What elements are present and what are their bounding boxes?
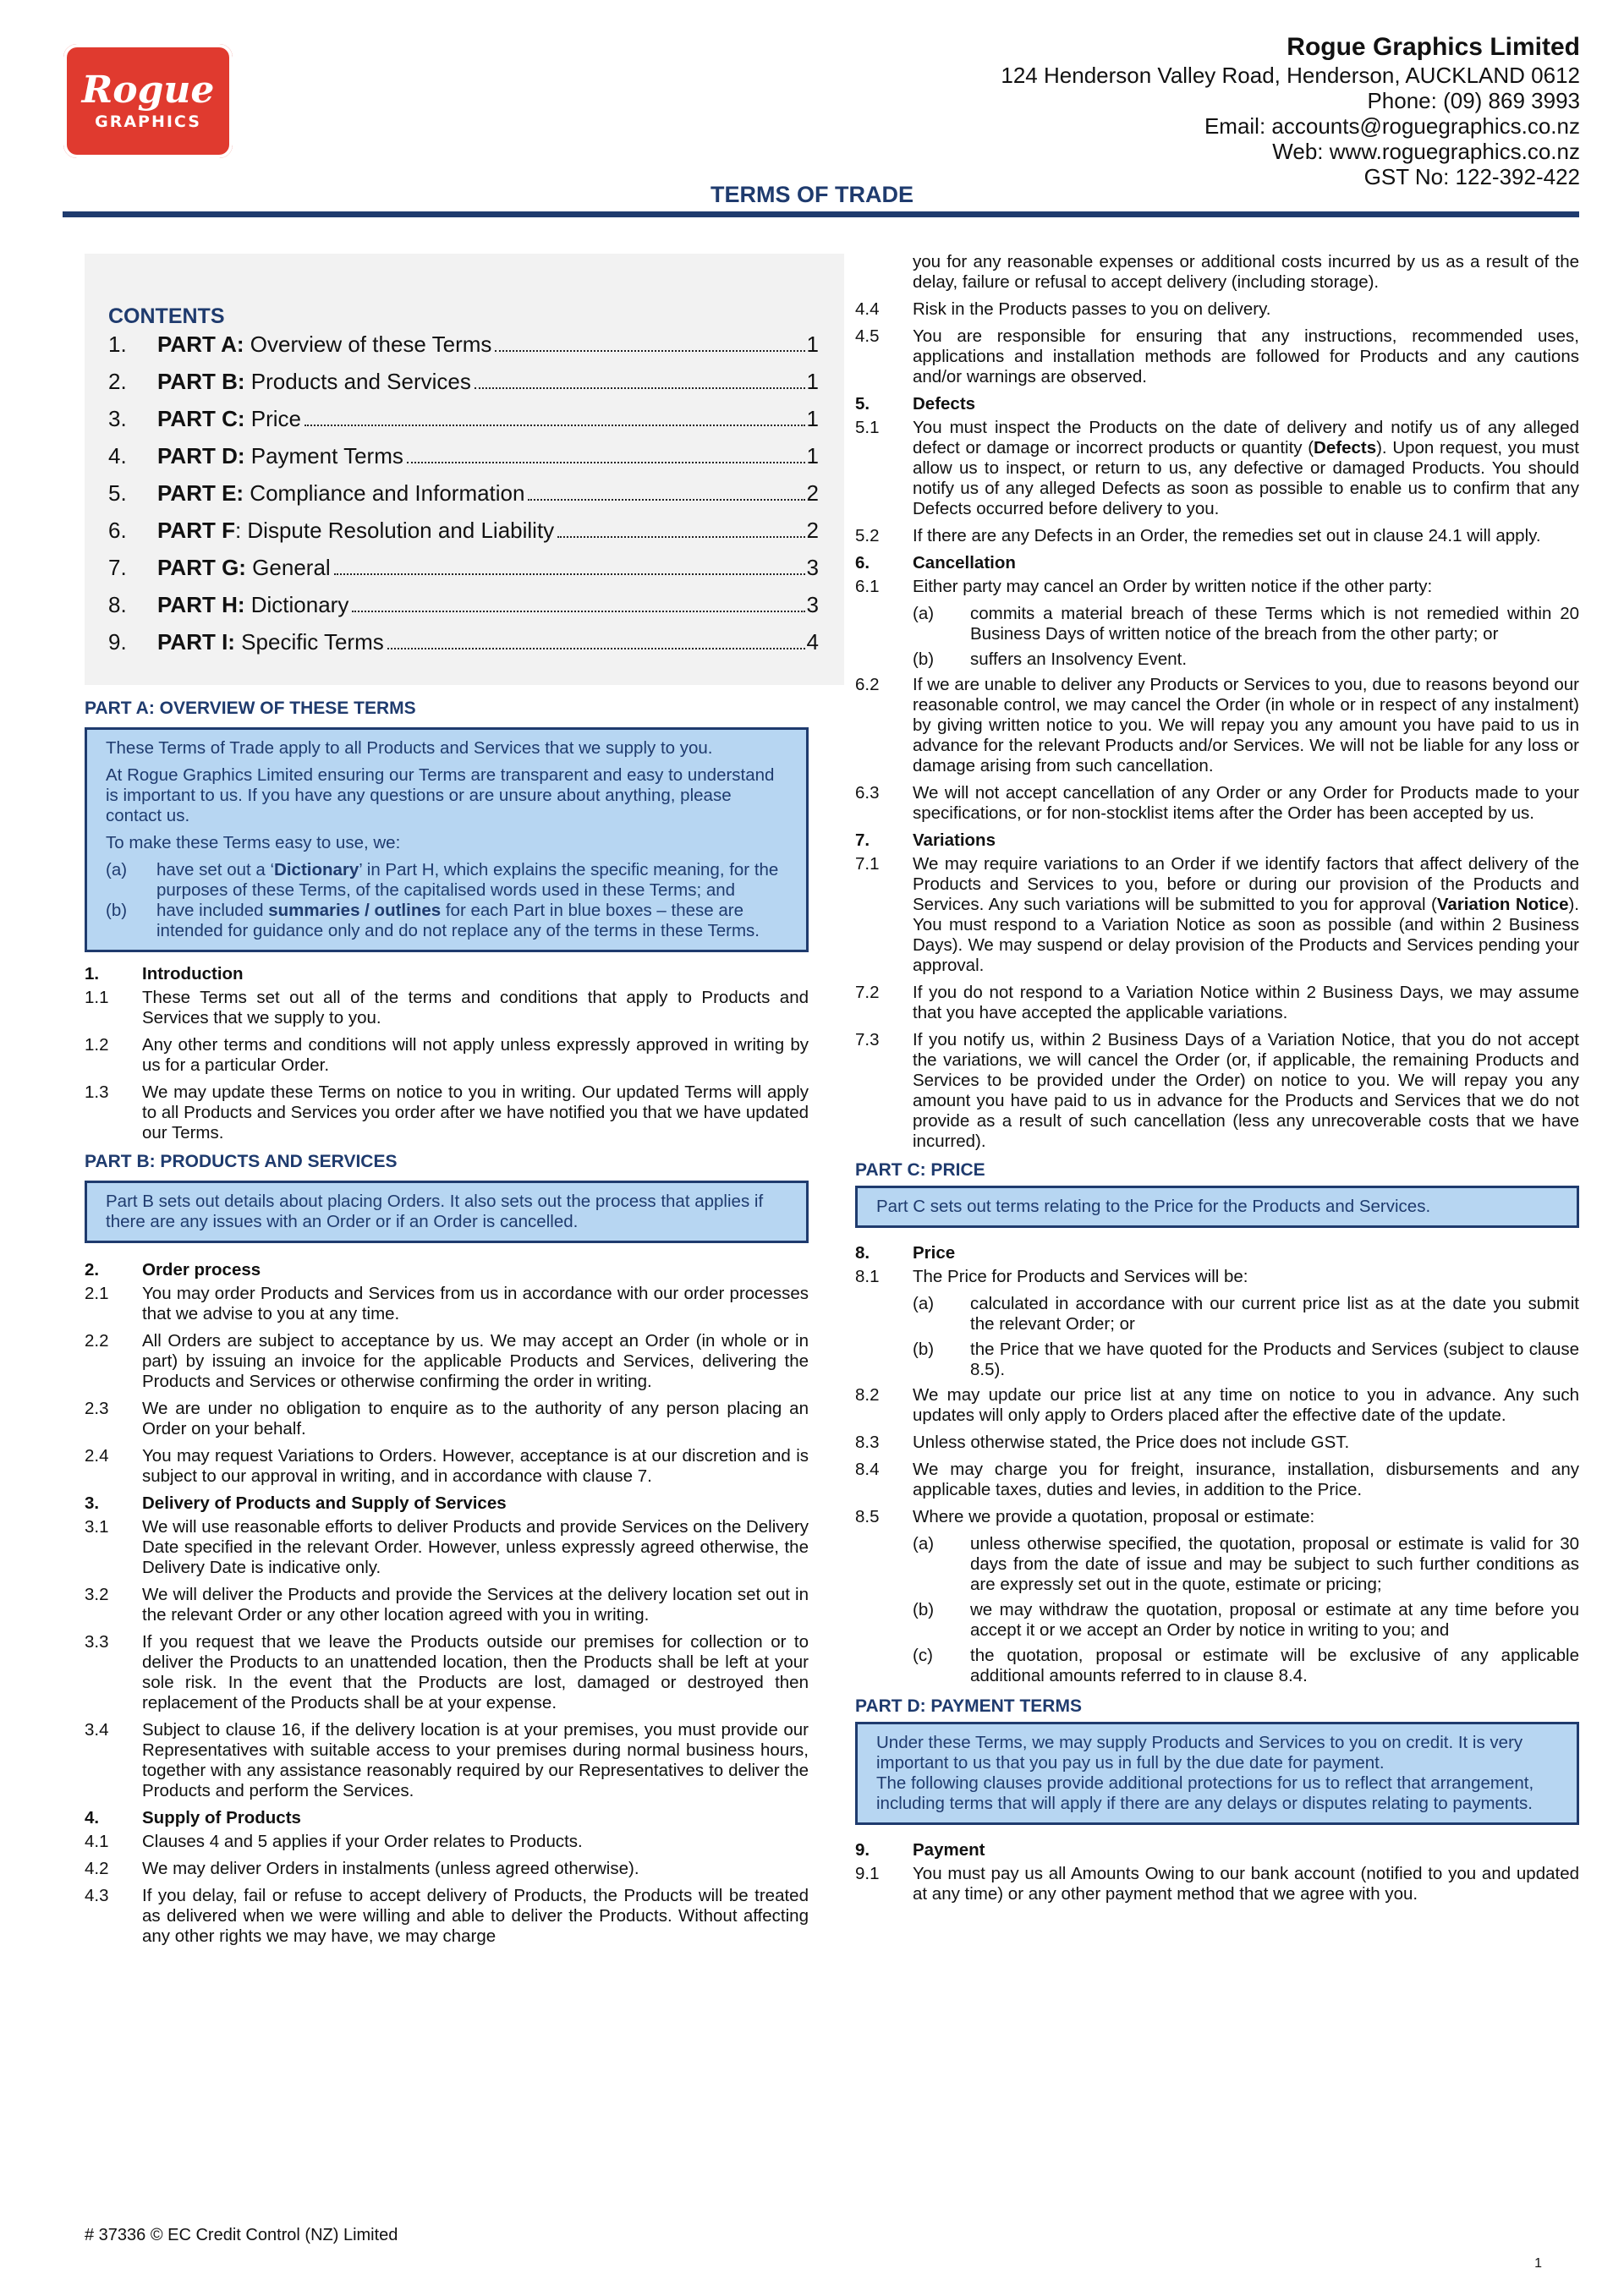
clause: 4.1 Clauses 4 and 5 applies if your Order relates to Products.: [85, 1832, 583, 1851]
toc-part: PART E:: [157, 480, 244, 506]
clause: 7.2 If you do not respond to a Variation Notice within 2 Business Days, we may assume that you have accepted the applicable variations.: [855, 983, 1579, 1022]
toc-number: 7.: [108, 555, 127, 580]
left-column: [85, 699, 809, 1954]
toc-leader: [387, 648, 805, 649]
toc-number: 8.: [108, 592, 127, 617]
clause: 6.2 If we are unable to deliver any Products or Services to you, due to reasons beyond our reasonable control, we may cancel the Order (in whole or in respect of any instalment) by giving written notice to you. We will repay you any amount you have paid to us in advance for the relevant Products and/or Services. We will not be liable for any loss or damage arising from such cancellation.: [855, 675, 1579, 775]
toc-number: 3.: [108, 406, 127, 431]
toc-item[interactable]: [108, 369, 819, 406]
toc-item[interactable]: [108, 518, 819, 555]
toc-page: 3: [806, 555, 819, 580]
defined-term: summaries / outlines: [268, 901, 442, 920]
clause: 2.1 You may order Products and Services from us in accordance with our order processes that we advise to you at any time.: [85, 1284, 809, 1323]
summary-text: Under these Terms, we may supply Products and Services to you on credit. It is very important to us that you pay us in full by the due date for payment.: [876, 1733, 1523, 1773]
clause: 4.2 We may deliver Orders in instalments (unless agreed otherwise).: [85, 1859, 639, 1878]
defined-term: Dictionary: [274, 860, 359, 879]
toc-part: PART H:: [157, 592, 245, 617]
toc-number: 5.: [108, 480, 127, 506]
company-logo: [63, 44, 233, 158]
company-gst: GST No: 122-392-422: [1363, 164, 1580, 189]
toc-title: Compliance and Information: [244, 480, 525, 506]
summary-text: The following clauses provide additional protections for us to reflect that arrangement, including terms that will apply if there are any delays or disputes relating to payments.: [876, 1773, 1534, 1813]
sub-clause: (c) the quotation, proposal or estimate will be exclusive of any applicable additional amounts referred to in clause 8.4.: [913, 1646, 1579, 1685]
clause: 8.2 We may update our price list at any time on notice to you in advance. Any such updates will only apply to Orders placed after the effective date of the update.: [855, 1385, 1579, 1425]
clause: 8.1 The Price for Products and Services will be:: [855, 1267, 1248, 1286]
summary-text: These Terms of Trade apply to all Products and Services that we supply to you.: [106, 738, 713, 758]
toc-leader: [495, 350, 804, 352]
toc-part: PART I:: [157, 629, 235, 655]
clause: 3.4 Subject to clause 16, if the delivery location is at your premises, you must provide our Representatives with suitable access to your premises during normal business hours, together with any assistance reasonably required by our Representatives to deliver the Products and perform the Services.: [85, 1720, 809, 1800]
defined-term: Defects: [1314, 438, 1377, 458]
company-name: Rogue Graphics Limited: [1287, 33, 1580, 61]
part-c-heading: PART C: PRICE: [855, 1160, 985, 1180]
toc-page: 1: [806, 443, 819, 469]
toc-part: PART G:: [157, 555, 246, 580]
toc-title: : Dispute Resolution and Liability: [234, 518, 555, 543]
section-heading: 2. Order process: [85, 1260, 261, 1280]
toc-part: PART A:: [157, 332, 244, 357]
section-heading: 5. Defects: [855, 394, 976, 414]
clause: 1.2 Any other terms and conditions will not apply unless expressly approved in writing by us for a particular Order.: [85, 1035, 809, 1075]
toc-title: General: [245, 555, 331, 580]
section-heading: 7. Variations: [855, 830, 996, 850]
contents-panel: [85, 254, 844, 685]
clause: 2.4 You may request Variations to Orders. However, acceptance is at our discretion and is subject to our approval in writing, and in accordance with clause 7.: [85, 1446, 809, 1486]
clause: 7.1 We may require variations to an Order if we identify factors that affect delivery of the Products and Services to you, before or during our provision of the Products and Services. Any such variations will be submitted to you for approval (Variation Notice). You must respond to a Variation Notice as soon as possible (and within 2 Business Days). We may suspend or delay provision of the Products and Services pending your approval.: [855, 854, 1579, 975]
section-heading: 6. Cancellation: [855, 553, 1016, 573]
part-d-summary-box: [855, 1722, 1579, 1825]
section-heading: 8. Price: [855, 1243, 956, 1263]
section-heading: 4. Supply of Products: [85, 1808, 301, 1827]
logo-wordmark: Rogue: [81, 68, 215, 112]
clause: 4.3 If you delay, fail or refuse to accept delivery of Products, the Products will be treated as delivered when we were willing and able to deliver the Products. Without affecting any other rights we may have, we may charge: [85, 1886, 809, 1946]
toc-leader: [334, 573, 805, 575]
right-column: [855, 252, 1579, 1911]
toc-page: 1: [806, 369, 819, 394]
clause: 1.3 We may update these Terms on notice to you in writing. Our updated Terms will apply to all Products and Services you order after we have notified you that we have updated our Terms.: [85, 1082, 809, 1143]
toc-title: Payment Terms: [244, 443, 403, 469]
toc-leader: [475, 387, 805, 389]
toc-part: PART F: [157, 518, 235, 543]
defined-term: Variation Notice: [1436, 895, 1569, 914]
clause: 4.5 You are responsible for ensuring that any instructions, recommended uses, applications and installation methods are followed for Products and any cautions and/or warnings are observed.: [855, 326, 1579, 386]
toc-leader: [407, 462, 805, 463]
toc-item[interactable]: [108, 592, 819, 629]
toc-number: 4.: [108, 443, 127, 469]
part-a-summary-box: [85, 727, 809, 952]
clause: 4.4 Risk in the Products passes to you on delivery.: [855, 299, 1271, 319]
toc-item[interactable]: [108, 406, 819, 443]
toc-title: Dictionary: [244, 592, 349, 617]
toc-title: Specific Terms: [234, 629, 384, 655]
toc-leader: [352, 611, 804, 612]
header-divider: [63, 211, 1579, 217]
part-a-heading: PART A: OVERVIEW OF THESE TERMS: [85, 699, 416, 718]
clause: 8.4 We may charge you for freight, insurance, installation, disbursements and any applicable taxes, duties and levies, in addition to the Price.: [855, 1460, 1579, 1499]
logo-subtext: GRAPHICS: [95, 112, 201, 131]
company-web: Web: www.roguegraphics.co.nz: [1272, 139, 1580, 164]
summary-text: At Rogue Graphics Limited ensuring our Terms are transparent and easy to understand is important to us. If you have any questions or are unsure about anything, please contact us.: [106, 765, 775, 825]
sub-clause: (a) calculated in accordance with our current price list as at the date you submit the relevant Order; or: [913, 1294, 1579, 1334]
clause: 2.2 All Orders are subject to acceptance by us. We may accept an Order (in whole or in part) by issuing an invoice for the applicable Products and Services, delivering the Products and Services or otherwise confirming the order in writing.: [85, 1331, 809, 1391]
section-heading: 9. Payment: [855, 1840, 985, 1860]
toc-item[interactable]: [108, 555, 819, 592]
document-title: TERMS OF TRADE: [710, 182, 914, 207]
summary-text: Part B sets out details about placing Orders. It also sets out the process that applies if there are any issues with an Order or if an Order is cancelled.: [106, 1192, 764, 1231]
section-heading: 3. Delivery of Products and Supply of Services: [85, 1493, 507, 1513]
toc-page: 1: [806, 406, 819, 431]
clause: 5.2 If there are any Defects in an Order, the remedies set out in clause 24.1 will apply.: [855, 526, 1541, 545]
toc-item[interactable]: [108, 480, 819, 518]
company-email: Email: accounts@roguegraphics.co.nz: [1204, 113, 1580, 139]
clause: 6.1 Either party may cancel an Order by written notice if the other party:: [855, 577, 1433, 596]
clause: 3.3 If you request that we leave the Products outside our premises for collection or to deliver the Products to an unattended location, then the Products shall be left at your sole risk. In the event that the Products are lost, damaged or destroyed then replacement of the Products shall be at your expense.: [85, 1632, 809, 1712]
clause: 8.5 Where we provide a quotation, proposal or estimate:: [855, 1507, 1315, 1526]
clause: 3.2 We will deliver the Products and provide the Services at the delivery location set out in the relevant Order or any other location agreed with you in writing.: [85, 1585, 809, 1625]
company-address: 124 Henderson Valley Road, Henderson, AUCKLAND 0612: [1001, 63, 1580, 88]
page-number: 1: [1534, 2256, 1542, 2271]
toc-page: 1: [806, 332, 819, 357]
toc-title: Price: [244, 406, 301, 431]
clause-continuation: you for any reasonable expenses or additional costs incurred by us as a result of the delay, failure or refusal to accept delivery (including storage).: [913, 252, 1579, 292]
toc-leader: [304, 425, 805, 426]
section-heading: 1. Introduction: [85, 964, 244, 984]
clause: 8.3 Unless otherwise stated, the Price does not include GST.: [855, 1433, 1350, 1452]
clause: 6.3 We will not accept cancellation of any Order or any Order for Products made to your specifications, or for non-stocklist items after the Order has been accepted by us.: [855, 783, 1579, 823]
sub-clause: (b) the Price that we have quoted for the Products and Services (subject to clause 8.5).: [913, 1340, 1579, 1379]
part-c-summary-box: [855, 1186, 1579, 1228]
company-details: [1001, 32, 1580, 189]
toc-page: 3: [806, 592, 819, 617]
toc-item[interactable]: [108, 629, 819, 666]
summary-text: To make these Terms easy to use, we:: [106, 833, 401, 852]
toc-number: 6.: [108, 518, 127, 543]
toc-leader: [528, 499, 804, 501]
toc-page: 4: [806, 629, 819, 655]
toc-leader: [557, 536, 804, 538]
part-b-summary-box: [85, 1181, 809, 1243]
sub-clause: (a) unless otherwise specified, the quotation, proposal or estimate is valid for 30 days from the date of issue and may be subject to such further conditions as are expressly set out in the quote, estimate or pricing;: [913, 1534, 1579, 1594]
sub-clause: (a) commits a material breach of these Terms which is not remedied within 20 Business Days of written notice of the breach from the other party; or: [913, 604, 1579, 644]
clause: 1.1 These Terms set out all of the terms and conditions that apply to Products and Services that we supply to you.: [85, 988, 809, 1027]
clause: 9.1 You must pay us all Amounts Owing to our bank account (notified to you and updated at any time) or any other payment method that we agree with you.: [855, 1864, 1579, 1904]
toc-item[interactable]: [108, 443, 819, 480]
toc-part: PART B:: [157, 369, 245, 394]
toc-page: 2: [806, 518, 819, 543]
contents-heading: CONTENTS: [108, 304, 225, 328]
toc-number: 1.: [108, 332, 127, 357]
summary-list-item: (b) have included summaries / outlines for each Part in blue boxes – these are intended for guidance only and do not replace any of the terms in these Terms.: [106, 901, 760, 940]
toc-page: 2: [806, 480, 819, 506]
part-b-heading: PART B: PRODUCTS AND SERVICES: [85, 1152, 398, 1171]
toc-item[interactable]: [108, 332, 819, 369]
toc-number: 2.: [108, 369, 127, 394]
summary-text: Part C sets out terms relating to the Price for the Products and Services.: [876, 1197, 1431, 1216]
clause: 3.1 We will use reasonable efforts to deliver Products and provide Services on the Delivery Date specified in the relevant Order. However, unless expressly agreed otherwise, the Delivery Date is indicative only.: [85, 1517, 809, 1577]
toc-list: [108, 332, 819, 666]
toc-part: PART D:: [157, 443, 245, 469]
company-phone: Phone: (09) 869 3993: [1367, 88, 1580, 113]
sub-clause: (b) suffers an Insolvency Event.: [913, 649, 1188, 669]
clause: 7.3 If you notify us, within 2 Business Days of a Variation Notice, that you do not accept the variations, we will cancel the Order (or, if applicable, the remaining Products and Services to be provided under the Order) on notice to you. We will repay you any amount you have paid to us in advance for the Products and Services that we do not provide as a result of such cancellation (less any unrecoverable costs that we have incurred).: [855, 1030, 1579, 1151]
part-d-heading: PART D: PAYMENT TERMS: [855, 1696, 1082, 1716]
summary-list-item: (a) have set out a ‘Dictionary’ in Part H, which explains the specific meaning, for the purposes of these Terms, of the capitalised words used in these Terms; and: [106, 860, 779, 900]
footer-copyright: # 37336 © EC Credit Control (NZ) Limited: [85, 2226, 398, 2244]
toc-part: PART C:: [157, 406, 245, 431]
clause: 5.1 You must inspect the Products on the date of delivery and notify us of any alleged defect or damage or incorrect products or quantity (Defects). Upon request, you must allow us to inspect, or return to us, any defective or damaged Products. You should notify us of any alleged Defects as soon as possible to enable us to confirm that any Defects occurred before delivery to you.: [855, 418, 1579, 518]
toc-number: 9.: [108, 629, 127, 655]
sub-clause: (b) we may withdraw the quotation, proposal or estimate at any time before you accept it or we accept an Order by notice in writing to you; and: [913, 1600, 1579, 1640]
toc-title: Overview of these Terms: [244, 332, 492, 357]
toc-title: Products and Services: [244, 369, 471, 394]
clause: 2.3 We are under no obligation to enquire as to the authority of any person placing an Order on your behalf.: [85, 1399, 809, 1438]
